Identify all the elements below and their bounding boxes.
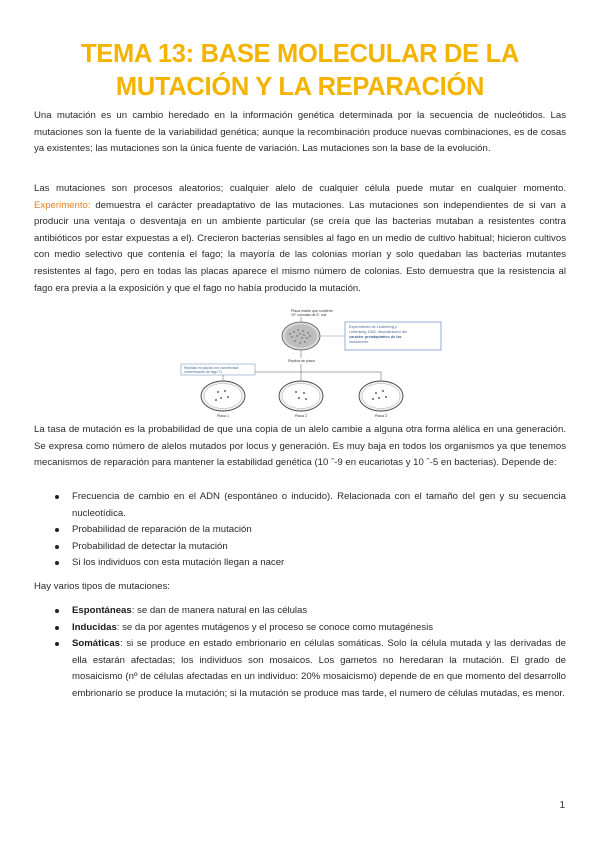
term-somatic-text: : si se produce en estado embrionario en células somáticas. Solo la célula mutada y las derivadas de ella estarán afectadas; los individuos son mosaicos. Los gametos no heredaran la mutación. El grado de mosaicismo (nº de células afectadas en un individuo: 20% mosaicismo) depende de en que momento del desarrollo embrionario se produce la mutación; si la mutación se produce mas tarde, el numero de células mutadas, es menor.	[72, 638, 566, 699]
paragraph-definition: Una mutación es un cambio heredado en la información genética determinada por la secuencia de nucleótidos. Las mutaciones son la fuente de la variabilidad genética; aunque la recombinación produce nuevas combinaciones, es de cosas ya existentes; las mutaciones son la única fuente de variación. Las mutaciones son la base de la evolución.	[34, 110, 566, 155]
paragraph-mutation-types: Hay varios tipos de mutaciones:	[34, 581, 170, 592]
term-spontaneous: Espontáneas	[72, 605, 132, 616]
list-item-spontaneous	[34, 603, 566, 620]
title-line-1: TEMA 13: BASE MOLECULAR DE LA	[80, 40, 520, 68]
paragraph-mutation-rate: La tasa de mutación es la probabilidad de que una copia de un alelo cambie a alguna otra forma alélica en una generación. Se expresa como número de alelos mutados por locus y generación. Es muy baja en todos los organismos ya que tenemos mecanismos de reparación para mantener la estabilidad genética (10 ˆ-9 en eucariotas y 10 ˆ-5 en bacterias). Depende de:	[34, 424, 566, 469]
plate-2-label: Placa 2	[295, 414, 307, 418]
term-induced-text: : se da por agentes mutágenos y el proceso se conoce como mutagénesis	[116, 621, 434, 633]
page-number: 1	[559, 800, 565, 811]
list-item: Frecuencia de cambio en el ADN (espontáneo o inducido). Relacionada con el tamaño del gen y su secuencia nucleotídica.	[34, 489, 566, 522]
term-spontaneous-text: : se dan de manera natural en las células	[131, 605, 308, 616]
list-item: Probabilidad de detectar la mutación	[34, 539, 566, 556]
list-mutation-types	[34, 603, 566, 703]
side-label: Réplicas en placas con una elevada concentración de fago T1	[184, 366, 239, 374]
page-title	[40, 38, 560, 104]
plate-3	[359, 381, 403, 418]
experiment-intro: Las mutaciones son procesos aleatorios; cualquier alelo de cualquier célula puede mutar en cualquier momento.	[34, 183, 566, 194]
experiment-body: demuestra el carácter preadaptativo de las mutaciones. Las mutaciones son independientes de si van a producir una ventaja o desventaja en un ambiente particular (se creía que las bacterias mutaban a resistentes contra antibióticos por estar expuestas a el). Crecieron bacterias sensibles al fago en un medio de cultivo habitual; hicieron cultivos con medio selectivo que contenía el fago; la mayoría de las colonias morían y solo quedaban las bacterias mutantes resistentes al fago, pero en todas las placas aparece el mismo número de colonias. Esto demuestra que la resistencia al fago era previa a la exposición y que el fago no había producido la mutación.	[34, 199, 566, 294]
list-depends-on	[34, 489, 566, 572]
term-somatic: Somáticas	[72, 638, 120, 650]
plate-1	[201, 381, 245, 418]
list-item: Probabilidad de reparación de la mutación	[34, 522, 566, 539]
experiment-info-text: Experimento de Lederberg y Lederberg 1952: demostración del carácter preadaptativo de las mutaciones	[349, 325, 407, 344]
lederberg-figure	[173, 308, 443, 420]
experiment-label: Experimento:	[34, 199, 91, 211]
list-item: Si los individuos con esta mutación llegan a nacer	[34, 555, 566, 572]
term-induced: Inducidas	[72, 621, 117, 633]
figure-top-label: Placa madre que contiene 10⁷ colonias de E. coli	[291, 309, 333, 317]
list-item-somatic	[34, 636, 566, 702]
plate-3-label: Placa 3	[375, 414, 387, 418]
title-line-2: MUTACIÓN Y LA REPARACIÓN	[115, 73, 485, 101]
plate-1-label: Placa 1	[217, 414, 229, 418]
paragraph-experiment	[34, 181, 566, 297]
plate-2	[279, 381, 323, 418]
replica-label: Réplica de placa	[288, 359, 315, 363]
list-item-induced	[34, 620, 566, 637]
